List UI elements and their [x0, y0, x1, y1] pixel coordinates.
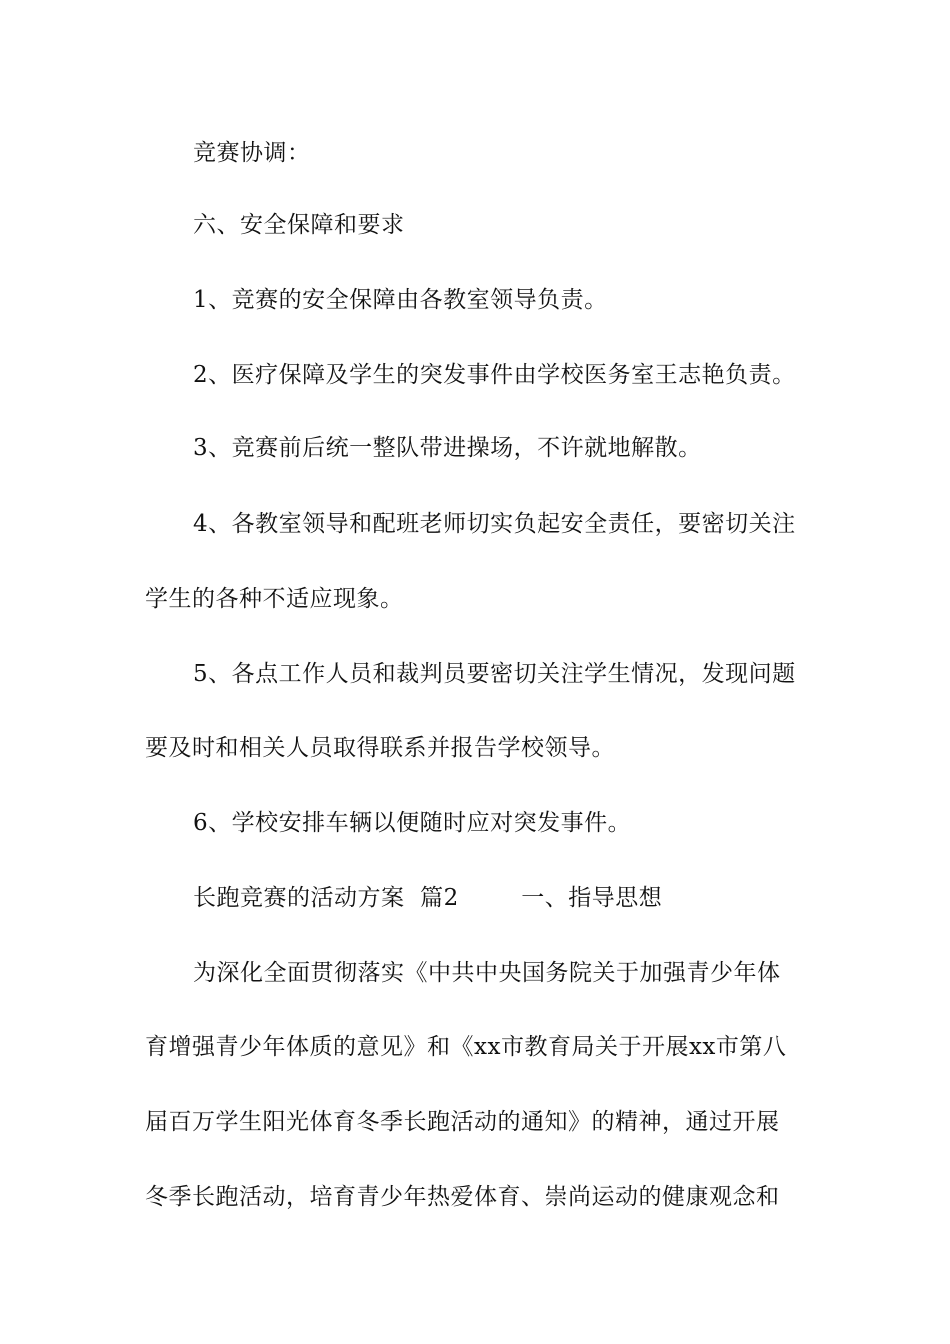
- text-line: 3、竞赛前后统一整队带进操场，不许就地解散。: [193, 435, 702, 461]
- text-line: 2、医疗保障及学生的突发事件由学校医务室王志艳负责。: [193, 362, 796, 388]
- text-line: 1、竞赛的安全保障由各教室领导负责。: [193, 287, 608, 313]
- text-line: 竞赛协调：: [193, 140, 311, 166]
- text-line: 冬季长跑活动，培育青少年热爱体育、崇尚运动的健康观念和: [145, 1184, 780, 1210]
- section-heading: 长跑竞赛的活动方案 篇2 一、指导思想: [193, 885, 663, 911]
- text-line: 要及时和相关人员取得联系并报告学校领导。: [145, 735, 615, 761]
- text-line: 届百万学生阳光体育冬季长跑活动的通知》的精神，通过开展: [145, 1109, 780, 1135]
- text-line: 为深化全面贯彻落实《中共中央国务院关于加强青少年体: [193, 960, 781, 986]
- text-line: 6、学校安排车辆以便随时应对突发事件。: [193, 810, 632, 836]
- text-line: 学生的各种不适应现象。: [145, 586, 404, 612]
- text-line: 4、各教室领导和配班老师切实负起安全责任，要密切关注: [193, 511, 796, 537]
- text-line: 育增强青少年体质的意见》和《xx市教育局关于开展xx市第八: [145, 1034, 787, 1060]
- section-heading: 六、安全保障和要求: [193, 212, 405, 238]
- text-line: 5、各点工作人员和裁判员要密切关注学生情况，发现问题: [193, 661, 796, 687]
